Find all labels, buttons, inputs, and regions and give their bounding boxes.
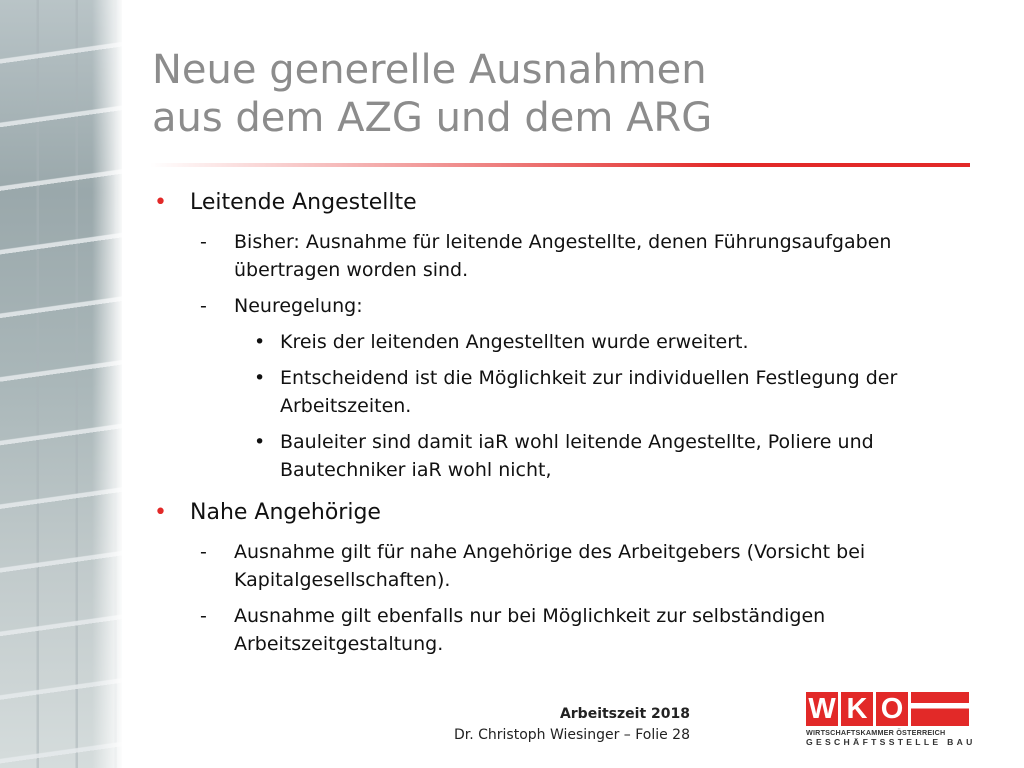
slide-content bbox=[152, 188, 982, 666]
dot-marker: • bbox=[254, 367, 266, 389]
title-underline bbox=[150, 163, 970, 167]
austria-flag-icon bbox=[911, 692, 969, 726]
bullet-nahe-angehoerige bbox=[152, 498, 982, 528]
bullet-leitende-angestellte bbox=[152, 188, 982, 218]
subitem-text: Ausnahme gilt ebenfalls nur bei Möglichkeit zur selbständigen Arbeitszeitgestaltung. bbox=[234, 605, 826, 655]
bullet-heading: Nahe Angehörige bbox=[190, 500, 381, 525]
logo-letter-boxes bbox=[806, 692, 972, 726]
subsubitem-bauleiter bbox=[152, 428, 982, 484]
subitem-text: Neuregelung: bbox=[234, 295, 363, 317]
bullet-marker: • bbox=[154, 500, 167, 525]
subsubitem-entscheidend bbox=[152, 364, 982, 420]
footer-title: Arbeitszeit 2018 bbox=[559, 706, 690, 722]
logo-geschaeftsstelle: GESCHÄFTSSTELLE BAU bbox=[806, 737, 976, 747]
dash-marker: - bbox=[200, 541, 207, 563]
subsubitem-kreis bbox=[152, 328, 982, 356]
footer-author: Dr. Christoph Wiesinger – Folie 28 bbox=[453, 727, 690, 743]
wko-logo bbox=[806, 692, 976, 756]
bullet-heading: Leitende Angestellte bbox=[190, 190, 417, 215]
logo-wirtschaftskammer: WIRTSCHAFTSKAMMER ÖSTERREICH bbox=[806, 728, 946, 737]
dash-marker: - bbox=[200, 605, 207, 627]
subsubitem-text: Bauleiter sind damit iaR wohl leitende Angestellte, Poliere und Bautechniker iaR wohl nicht, bbox=[280, 431, 874, 481]
title-line-2: aus dem AZG und dem ARG bbox=[152, 95, 713, 141]
dot-marker: • bbox=[254, 431, 266, 453]
subitem-ausnahme-angehoerige bbox=[152, 538, 982, 594]
dot-marker: • bbox=[254, 331, 266, 353]
subitem-bisher bbox=[152, 228, 982, 284]
logo-letter-o: O bbox=[876, 692, 908, 726]
title-line-1: Neue generelle Ausnahmen bbox=[152, 47, 707, 93]
slide-footer bbox=[420, 704, 690, 746]
slide-title bbox=[152, 46, 972, 142]
subitem-text: Ausnahme gilt für nahe Angehörige des Arbeitgebers (Vorsicht bei Kapitalgesellschaften). bbox=[234, 541, 866, 591]
dash-marker: - bbox=[200, 295, 207, 317]
subitem-neuregelung bbox=[152, 292, 982, 320]
subitem-text: Bisher: Ausnahme für leitende Angestellte, denen Führungsaufgaben übertragen worden sind. bbox=[234, 231, 892, 281]
subsubitem-text: Kreis der leitenden Angestellten wurde erweitert. bbox=[280, 331, 749, 353]
logo-letter-w: W bbox=[806, 692, 838, 726]
subsubitem-text: Entscheidend ist die Möglichkeit zur individuellen Festlegung der Arbeitszeiten. bbox=[280, 367, 898, 417]
image-fade bbox=[92, 0, 124, 768]
dash-marker: - bbox=[200, 231, 207, 253]
subitem-ausnahme-ebenfalls bbox=[152, 602, 982, 658]
bullet-marker: • bbox=[154, 190, 167, 215]
logo-letter-k: K bbox=[841, 692, 873, 726]
